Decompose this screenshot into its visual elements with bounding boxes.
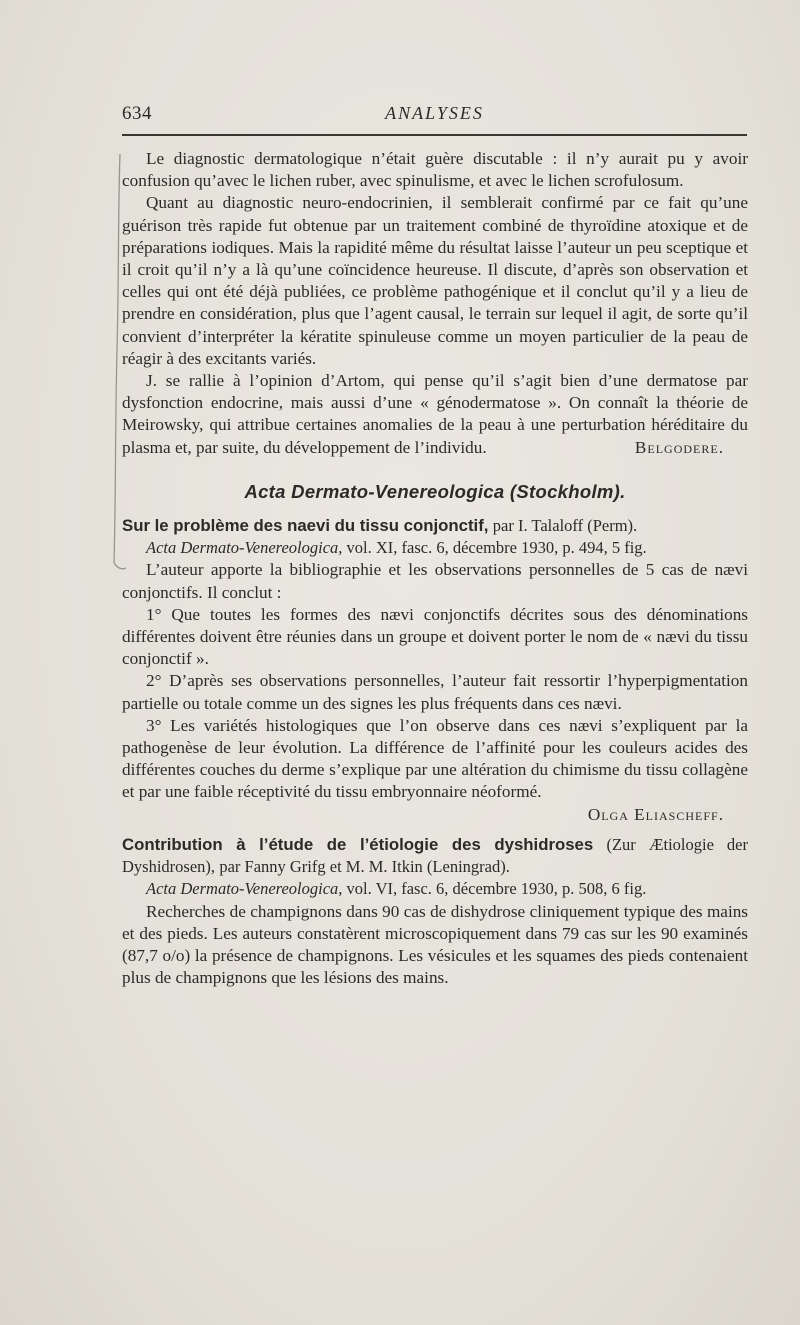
s1-paragraph-3-text: J. se rallie à l’opinion d’Artom, qui pense qu’il s’agit bien d’une dermatose par dysfonction endocrine, mais aussi d’une « génodermatose ». On connaît la théorie de Meirowsky, qui attribue certaines anomalies de la peau à une perturbation héréditaire du plasma et, par suite, du développement de l’individu. — [122, 371, 748, 457]
s1-paragraph-3 — [122, 370, 748, 459]
signature-belgodere: Belgodere. — [634, 437, 724, 457]
article1-citation-journal: Acta Dermato-Venereologica, — [146, 538, 343, 558]
s1-paragraph-2: Quant au diagnostic neuro-endocrinien, il semblerait confirmé par ce fait qu’une guérison très rapide fut obtenue par un traitement combiné de thyroïdine atoxique et de préparations iodiques. Mais la rapidité même du résultat laisse l’auteur un peu sceptique et il croit qu’il n’y a là qu’une coïncidence heureuse. Il discute, d’après son observation et celles qui ont été déjà publiées, ce problème pathogénique et il conclut qu’il y a lieu de prendre en considération, plus que l’agent causal, le terrain sur lequel il agit, de sorte qu’il convient d’interpréter la kératite spinuleuse comme un moyen particulier de la peau de réagir à des excitants variés. — [122, 193, 748, 368]
article1-citation — [122, 537, 748, 559]
page-number: 634 — [122, 103, 152, 124]
article1-citation-details: vol. XI, fasc. 6, décembre 1930, p. 494, 5 fig. — [346, 538, 647, 558]
running-title: ANALYSES — [385, 103, 484, 123]
s1-paragraph-1: Le diagnostic dermatologique n’était guère discutable : il n’y aurait pu y avoir confusion qu’avec le lichen ruber, avec spinulisme, et avec le lichen scrofulosum. — [122, 149, 748, 191]
article2-translation: (Zur Ætiologie der Dyshidrosen), — [122, 834, 749, 877]
body-text — [122, 148, 748, 989]
journal-heading: Acta Dermato-Venereologica (Stockholm). — [244, 480, 626, 502]
page-header — [122, 103, 747, 127]
article1-byline: par I. Talaloff (Perm). — [492, 516, 638, 536]
signature-eliascheff: Olga Eliascheff. — [587, 804, 724, 824]
header-rule — [122, 134, 747, 136]
a1-paragraph-4: 3° Les variétés histologiques que l’on observe dans ces nævi s’expliquent par la pathogenèse de leur évolution. La différence de l’affinité pour les couleurs acides des différentes couches du derme s’explique par une altération du chimisme du tissu collagène et par une faible réceptivité du tissu embryonnaire néoformé. — [122, 715, 748, 802]
article1-title: Sur le problème des naevi du tissu conjonctif, — [122, 516, 489, 536]
article1-heading — [122, 515, 748, 559]
article2-byline: par Fanny Grifg et M. M. Itkin (Leningrad). — [219, 857, 510, 877]
article2-citation-journal: Acta Dermato-Venereologica, — [146, 879, 343, 899]
article2-citation-details: vol. VI, fasc. 6, décembre 1930, p. 508, 6 fig. — [346, 879, 647, 899]
article2-title: Contribution à l’étude de l’étiologie des dyshidroses — [122, 834, 594, 854]
article2-heading — [122, 834, 748, 901]
a1-paragraph-3: 2° D’après ses observations personnelles, l’auteur fait ressortir l’hyperpigmentation partielle ou totale comme un des signes les plus fréquents dans ces nævi. — [122, 671, 748, 713]
a1-paragraph-2: 1° Que toutes les formes des nævi conjonctifs décrites sous des dénominations différentes doivent être réunies dans un groupe et doivent porter le nom de « nævi du tissu conjonctif ». — [122, 604, 748, 669]
article2-citation — [122, 878, 748, 900]
a1-paragraph-1: L’auteur apporte la bibliographie et les observations personnelles de 5 cas de nævi conjonctifs. Il conclut : — [122, 560, 748, 602]
a2-paragraph-1: Recherches de champignons dans 90 cas de dishydrose cliniquement typique des mains et des pieds. Les auteurs constatèrent microscopiquement dans 79 cas sur les 90 examinés (87,7 o/o) la présence de champignons. Les vésicules et les squames des pieds contenaient plus de champignons que les lésions des mains. — [122, 901, 748, 988]
